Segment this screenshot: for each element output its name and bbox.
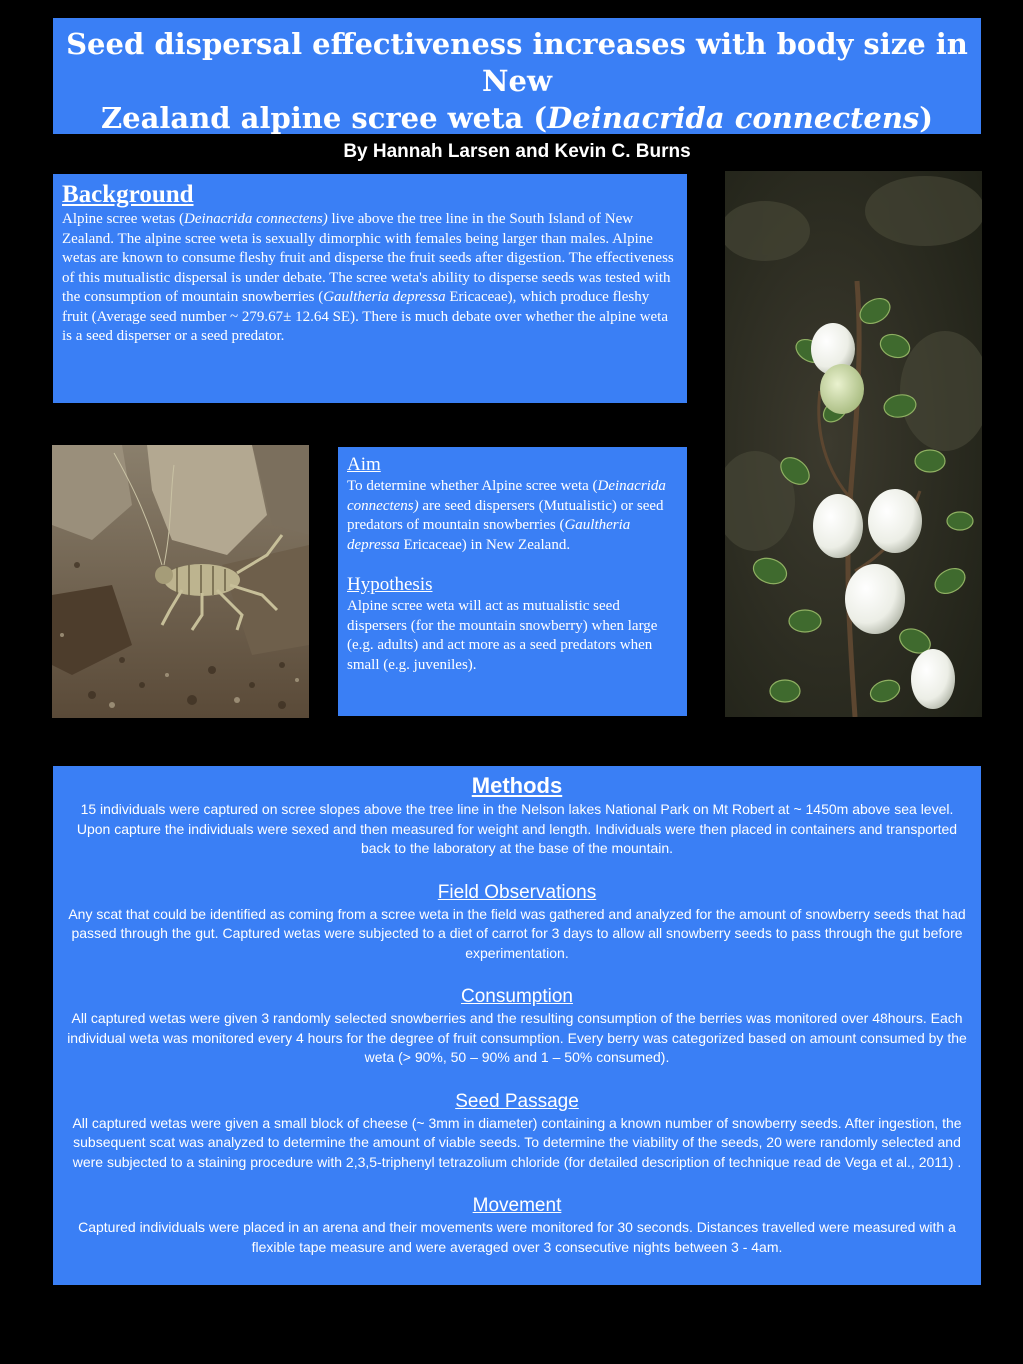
background-heading: Background [62, 181, 194, 208]
weta-illustration [52, 445, 309, 718]
consumption-text: All captured wetas were given 3 randomly selected snowberries and the resulting consumption of the berries was monitored over 48hours. Each individual weta was monitored every 4 hours for the degree of fruit consumption. Every berry was categorized based on amount consumed by the weta (> 90%, 50 – 90% and 1 – 50% consumed). [67, 1010, 967, 1065]
seed-passage-text: All captured wetas were given a small block of cheese (~ 3mm in diameter) containing a known number of snowberry seeds. After ingestion, the subsequent scat was analyzed to determine the amount of viable seeds. To determine the viability of the seeds, 20 were randomly selected and were subjected to a staining procedure with 2,3,5-triphenyl tetrazolium chloride (for detailed description of technique read de Vega et al., 2011) . [72, 1114, 962, 1170]
hypothesis-text: Alpine scree weta will act as mutualistic seed dispersers (for the mountain snowberry) when large (e.g. adults) and act more as a seed predators when small (e.g. juveniles). [347, 598, 658, 673]
aim-text: To determine whether Alpine scree weta (Deinacrida connectens) are seed dispersers (Mutualistic) or seed predators of mountain snowberries (Gaultheria depressa Ericaceae) in New Zealand. [347, 478, 666, 553]
seed-passage-heading: Seed Passage [455, 1090, 579, 1112]
consumption-heading: Consumption [461, 986, 573, 1007]
methods-text: 15 individuals were captured on scree slopes above the tree line in the Nelson lakes National Park on Mt Robert at ~ 1450m above sea level. Upon capture the individuals were sexed and then measured for weight and length. Individuals were then placed in containers and transported back to the laboratory at the base of the mountain. [76, 801, 958, 856]
hypothesis-heading: Hypothesis [347, 574, 433, 595]
field-observations-heading: Field Observations [437, 881, 597, 903]
background-text: Alpine scree wetas (Deinacrida connectens) live above the tree line in the South Island of New Zealand. The alpine scree weta is sexually dimorphic with females being larger than males. Alpine wetas are known to consume fleshy fruit and disperse the fruit seeds after digestion. The effectiveness of this mutualistic dispersal is under debate. The scree weta's ability to disperse seeds was tested with the consumption of mountain snowberries (Gaultheria depressa Ericaceae), which produce fleshy fruit (Average seed number ~ 279.67± 12.64 SE). There is much debate over whether the alpine weta is a seed disperser or a seed predator. [62, 211, 674, 344]
authors: By Hannah Larsen and Kevin C. Burns [343, 141, 691, 162]
title-banner [53, 18, 981, 162]
field-observations-text: Any scat that could be identified as coming from a scree weta in the field was gathered and analyzed for the amount of snowberry seeds that had passed through the gut. Captured wetas were subjected to a diet of carrot for 3 days to allow all snowberry seeds to pass through the gut before experimentation. [68, 905, 966, 961]
movement-text: Captured individuals were placed in an arena and their movements were monitored for 30 seconds. Distances travelled were measured with a flexible tape measure and were averaged over 3 consecutive nights between 3 - 4am. [78, 1219, 956, 1255]
aim-heading: Aim [347, 454, 381, 475]
snowberry-illustration [725, 171, 982, 717]
background-section [53, 174, 687, 403]
methods-heading: Methods [471, 773, 563, 798]
poster-title: Seed dispersal effectiveness increases with body size in New Zealand alpine scree weta (Deinacrida connectens) [66, 27, 968, 135]
snowberry-photo [725, 171, 982, 717]
movement-heading: Movement [472, 1195, 562, 1216]
methods-section [53, 766, 981, 1285]
weta-photo [52, 445, 309, 718]
aim-hypothesis-section [338, 447, 687, 716]
